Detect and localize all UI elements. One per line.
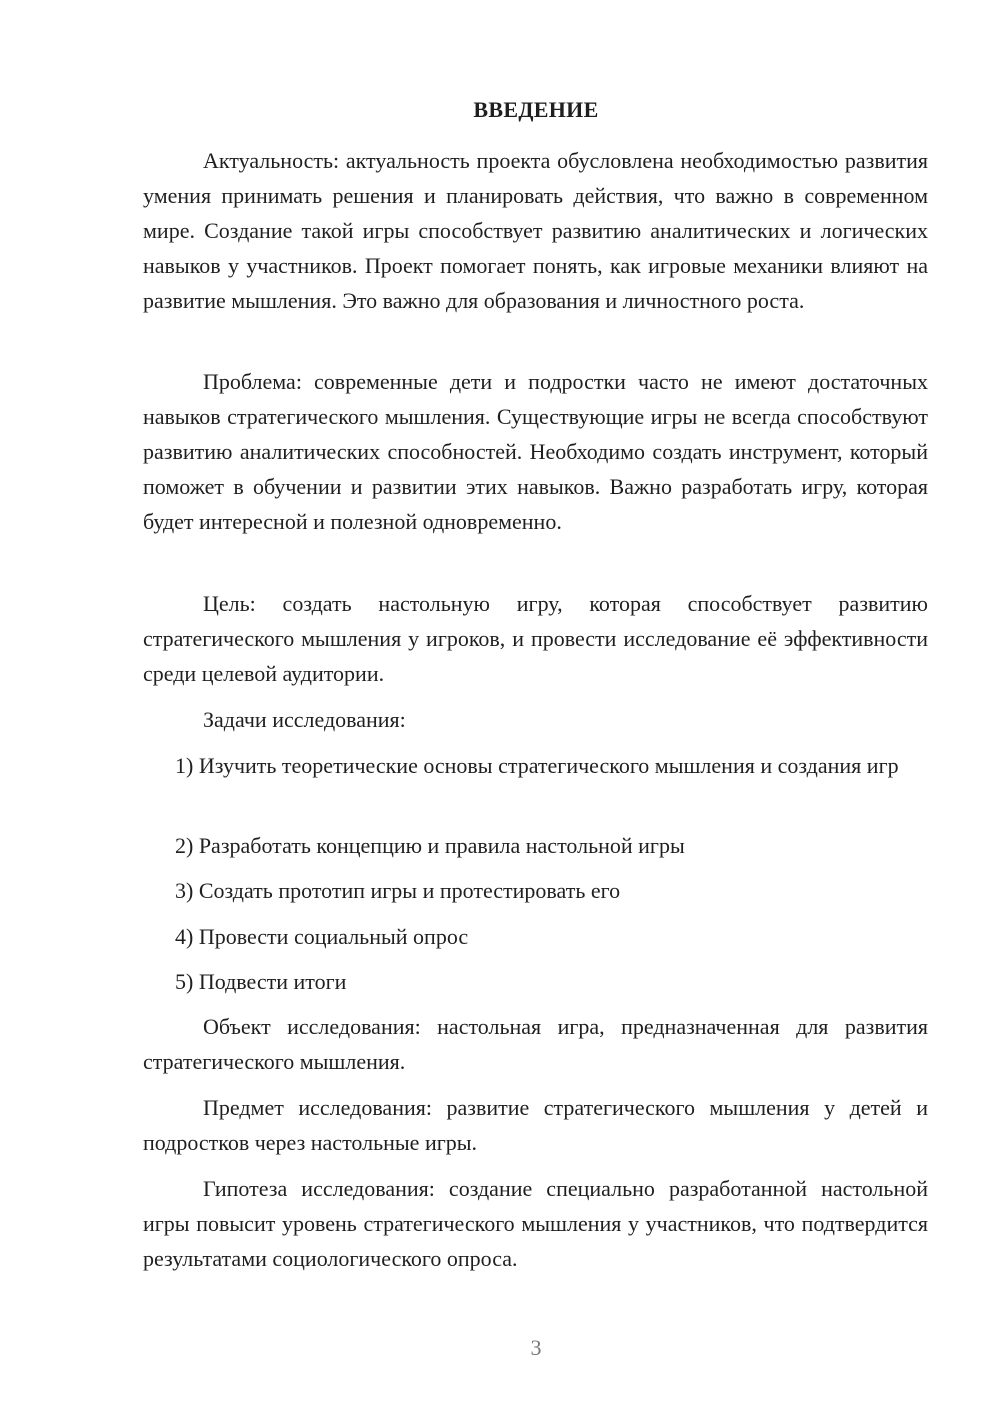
- paragraph-subject: Предмет исследования: развитие стратегического мышления у детей и подростков через настольные игры.: [143, 1095, 928, 1155]
- paragraph-relevance: Актуальность: актуальность проекта обусловлена необходимостью развития умения принимать решения и планировать действия, что важно в современном мире. Создание такой игры способствует развитию аналитических и логических навыков у участников. Проект помогает понять, как игровые механики влияют на развитие мышления. Это важно для образования и личностного роста.: [143, 148, 928, 313]
- task-item: 1) Изучить теоретические основы стратегического мышления и создания игр: [175, 753, 899, 778]
- task-item: 2) Разработать концепцию и правила настольной игры: [175, 833, 685, 858]
- task-item: 4) Провести социальный опрос: [175, 924, 469, 949]
- page-number: 3: [530, 1335, 542, 1360]
- paragraph-goal: Цель: создать настольную игру, которая способствует развитию стратегического мышления у игроков, и провести исследование её эффективности среди целевой аудитории.: [143, 591, 928, 686]
- paragraph-hypothesis: Гипотеза исследования: создание специально разработанной настольной игры повысит уровень стратегического мышления у участников, что подтвердится результатами социологического опроса.: [143, 1176, 928, 1271]
- task-item: 5) Подвести итоги: [175, 969, 347, 994]
- paragraph-problem: Проблема: современные дети и подростки часто не имеют достаточных навыков стратегического мышления. Существующие игры не всегда способствуют развитию аналитических способностей. Необходимо создать инструмент, который поможет в обучении и развитии этих навыков. Важно разработать игру, которая будет интересной и полезной одновременно.: [143, 369, 928, 534]
- paragraph-tasks-heading: Задачи исследования:: [203, 707, 406, 732]
- paragraph-object: Объект исследования: настольная игра, предназначенная для развития стратегического мышления.: [143, 1014, 928, 1074]
- task-item: 3) Создать прототип игры и протестировать его: [175, 878, 621, 903]
- page-title: ВВЕДЕНИЕ: [473, 97, 599, 122]
